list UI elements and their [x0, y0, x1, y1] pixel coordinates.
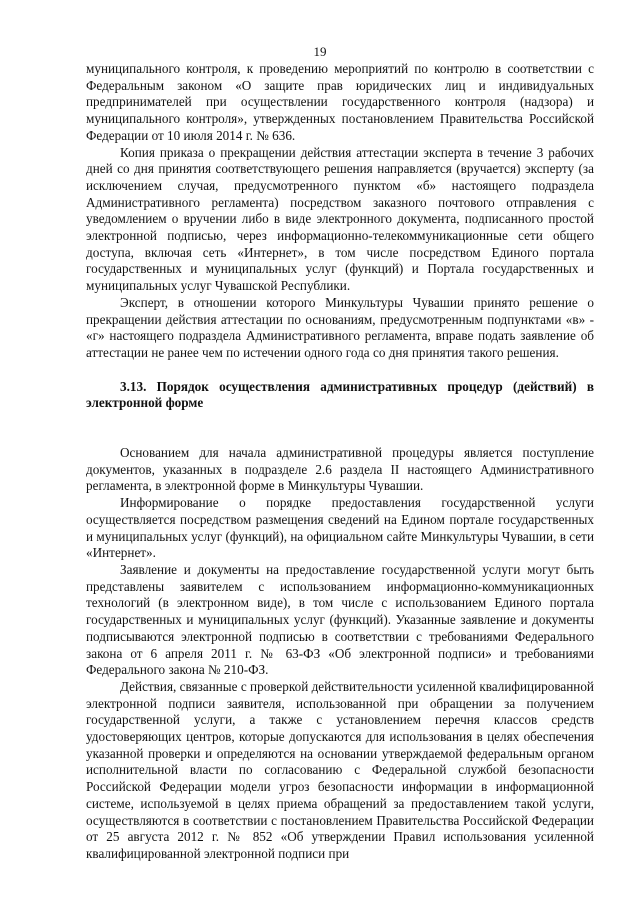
paragraph-3: Эксперт, в отношении которого Минкультуры Чувашии принято решение о прекращении действия аттестации по основаниям, предусмотренным подпунктами «в» - «г» настоящего подраздела Административного регламента, вправе подать заявление об аттестации не ранее чем по истечении одного года со дня принятия такого решения. — [86, 294, 594, 360]
page-content — [86, 61, 594, 863]
paragraph-5: Информирование о порядке предоставления государственной услуги осуществляется посредством размещения сведений на Едином портале государственных и муниципальных услуг (функций), на официальном сайте Минкультуры Чувашии, в сети «Интернет». — [86, 495, 594, 561]
paragraph-1: муниципального контроля, к проведению мероприятий по контролю в соответствии с Федеральным законом «О защите прав юридических лиц и индивидуальных предпринимателей при осуществлении государственного контроля (надзора) и муниципального контроля», утвержденных постановлением Правительства Российской Федерации от 10 июля 2014 г. № 636. — [86, 61, 594, 143]
paragraph-7: Действия, связанные с проверкой действительности усиленной квалифицированной электронной подписи заявителя, использованной при обращении за получением государственной услуги, а также с установлением перечня классов средств удостоверяющих центров, которые допускаются для использования в целях обеспечения указанной проверки и определяются на основании утверждаемой федеральным органом исполнительной власти по согласованию с Федеральной службой безопасности Российской Федерации модели угроз безопасности информации в информационной системе, используемой в целях приема обращений за предоставлением такой услуги, осуществляются в соответствии с постановлением Правительства Российской Федерации от 25 августа 2012 г. № 852 «Об утверждении Правил использования усиленной квалифицированной электронной подписи при — [86, 678, 594, 861]
spacer — [86, 362, 594, 379]
paragraph-4: Основанием для начала административной процедуры является поступление документов, указанных в подразделе 2.6 раздела II настоящего Административного регламента, в электронной форме в Минкультуры Чувашии. — [86, 445, 594, 494]
spacer — [86, 412, 594, 445]
paragraph-2: Копия приказа о прекращении действия аттестации эксперта в течение 3 рабочих дней со дня принятия соответствующего решения направляется (вручается) эксперту (за исключением случая, предусмотренного пунктом «б» настоящего подраздела Административного регламента) посредством заказного почтового отправления с уведомлением о вручении либо в виде электронного документа, подписанного простой электронной подписью, через информационно-телекоммуникационные сети общего доступа, включая сеть «Интернет», в том числе посредством Единого портала государственных и муниципальных услуг (функций) и Портала государственных и муниципальных услуг Чувашской Республики. — [86, 144, 594, 294]
paragraph-6: Заявление и документы на предоставление государственной услуги могут быть представлены заявителем с использованием информационно-коммуникационных технологий (в электронном виде), в том числе с использованием Единого портала государственных и муниципальных услуг (функций). Указанные заявление и документы подписываются электронной подписью в соответствии с требованиями Федерального закона от 6 апреля 2011 г. № 63-ФЗ «Об электронной подписи» и требованиями Федерального закона № 210-ФЗ. — [86, 561, 594, 678]
page-number: 19 — [313, 44, 327, 59]
section-heading: 3.13. Порядок осуществления административных процедур (действий) в электронной форме — [86, 378, 594, 411]
